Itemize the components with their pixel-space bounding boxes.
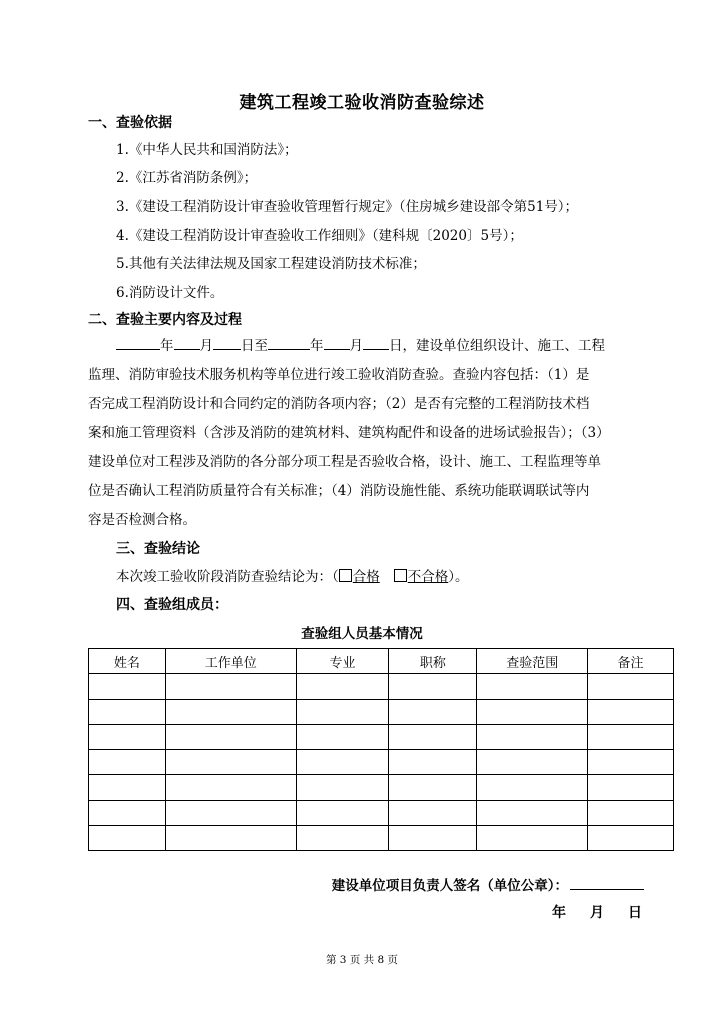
conclusion-line: 本次竣工验收阶段消防查验结论为：（ 合格 不合格）。 xyxy=(116,569,469,585)
table-row xyxy=(89,750,674,775)
col-header-title: 职称 xyxy=(389,649,477,674)
table-cell[interactable] xyxy=(165,674,296,699)
blank-year-end[interactable] xyxy=(268,336,310,350)
table-cell[interactable] xyxy=(89,750,166,775)
table-cell[interactable] xyxy=(165,826,296,851)
content-line-1: 年 月 日至 年 月 日，建设单位组织设计、施工、工程 xyxy=(88,332,644,361)
signature-field[interactable] xyxy=(570,877,644,890)
date-year: 年 xyxy=(552,905,566,921)
content-line-4: 案和施工管理资料（含涉及消防的建筑材料、建筑构配件和设备的进场试验报告）；（3） xyxy=(88,425,610,441)
table-title: 查验组人员基本情况 xyxy=(301,626,423,642)
basis-item-4: 4.《建设工程消防设计审查验收工作细则》（建科规〔2020〕5号）； xyxy=(116,228,523,244)
table-row xyxy=(89,674,674,699)
blank-month-end[interactable] xyxy=(324,336,350,350)
table-cell[interactable] xyxy=(588,775,674,800)
table-cell[interactable] xyxy=(389,674,477,699)
section-heading-basis: 一、查验依据 xyxy=(88,115,172,131)
col-header-remark: 备注 xyxy=(588,649,674,674)
table-cell[interactable] xyxy=(389,750,477,775)
table-cell[interactable] xyxy=(165,800,296,825)
table-body xyxy=(89,674,674,851)
table-cell[interactable] xyxy=(588,750,674,775)
content-line-7: 容是否检测合格。 xyxy=(88,512,196,528)
table-cell[interactable] xyxy=(89,699,166,724)
table-cell[interactable] xyxy=(89,674,166,699)
col-header-scope: 查验范围 xyxy=(477,649,588,674)
table-cell[interactable] xyxy=(89,826,166,851)
signature-label: 建设单位项目负责人签名（单位公章）： xyxy=(331,878,568,894)
table-cell[interactable] xyxy=(165,750,296,775)
table-cell[interactable] xyxy=(296,724,389,749)
date-month: 月 xyxy=(590,905,604,921)
table-cell[interactable] xyxy=(389,826,477,851)
table-cell[interactable] xyxy=(165,775,296,800)
content-paragraph xyxy=(88,332,644,535)
table-row xyxy=(89,826,674,851)
table-cell[interactable] xyxy=(588,800,674,825)
table-cell[interactable] xyxy=(588,826,674,851)
table-cell[interactable] xyxy=(296,826,389,851)
col-header-unit: 工作单位 xyxy=(165,649,296,674)
table-cell[interactable] xyxy=(588,699,674,724)
table-cell[interactable] xyxy=(389,800,477,825)
basis-item-2: 2.《江苏省消防条例》； xyxy=(116,170,258,186)
content-line-3: 否完成工程消防设计和合同约定的消防各项内容；（2）是否有完整的工程消防技术档 xyxy=(88,396,590,412)
section-heading-content: 二、查验主要内容及过程 xyxy=(88,312,242,328)
table-row xyxy=(89,699,674,724)
table-cell[interactable] xyxy=(296,699,389,724)
table-cell[interactable] xyxy=(296,750,389,775)
blank-day-start[interactable] xyxy=(213,336,241,350)
blank-year-start[interactable] xyxy=(116,336,160,350)
table-cell[interactable] xyxy=(588,674,674,699)
table-cell[interactable] xyxy=(389,724,477,749)
blank-month-start[interactable] xyxy=(174,336,200,350)
basis-item-6: 6.消防设计文件。 xyxy=(116,285,224,301)
table-cell[interactable] xyxy=(477,826,588,851)
table-cell[interactable] xyxy=(296,775,389,800)
section-heading-members: 四、查验组成员： xyxy=(116,597,228,613)
page-title: 建筑工程竣工验收消防查验综述 xyxy=(239,93,485,113)
table-row xyxy=(89,800,674,825)
table-row xyxy=(89,724,674,749)
table-cell[interactable] xyxy=(588,724,674,749)
table-cell[interactable] xyxy=(389,699,477,724)
col-header-name: 姓名 xyxy=(89,649,166,674)
date-day: 日 xyxy=(628,905,642,921)
table-cell[interactable] xyxy=(477,699,588,724)
table-cell[interactable] xyxy=(477,724,588,749)
table-cell[interactable] xyxy=(477,775,588,800)
table-header-row xyxy=(89,649,674,674)
option-fail-label: 不合格 xyxy=(407,569,449,585)
blank-day-end[interactable] xyxy=(363,336,389,350)
table-row xyxy=(89,775,674,800)
checkbox-fail[interactable] xyxy=(394,569,407,582)
content-line-2: 监理、消防审验技术服务机构等单位进行竣工验收消防查验。查验内容包括：（1）是 xyxy=(88,367,590,383)
signature-date xyxy=(552,902,642,922)
table-cell[interactable] xyxy=(89,775,166,800)
members-table xyxy=(88,648,674,851)
table-cell[interactable] xyxy=(165,699,296,724)
table-cell[interactable] xyxy=(296,800,389,825)
section-heading-conclusion: 三、查验结论 xyxy=(116,541,200,557)
option-pass-label: 合格 xyxy=(352,569,380,585)
table-cell[interactable] xyxy=(89,724,166,749)
basis-item-3: 3.《建设工程消防设计审查验收管理暂行规定》（住房城乡建设部令第51号）； xyxy=(116,199,579,215)
table-cell[interactable] xyxy=(89,800,166,825)
col-header-specialty: 专业 xyxy=(296,649,389,674)
basis-item-1: 1.《中华人民共和国消防法》； xyxy=(116,142,298,158)
basis-item-5: 5.其他有关法律法规及国家工程建设消防技术标准； xyxy=(116,256,426,272)
table-cell[interactable] xyxy=(477,800,588,825)
table-cell[interactable] xyxy=(477,750,588,775)
content-line-5: 建设单位对工程涉及消防的各分部分项工程是否验收合格，设计、施工、工程监理等单 xyxy=(88,454,601,470)
page-footer: 第 3 页 共 8 页 xyxy=(325,954,399,966)
checkbox-pass[interactable] xyxy=(339,569,352,582)
table-cell[interactable] xyxy=(165,724,296,749)
table-cell[interactable] xyxy=(296,674,389,699)
table-cell[interactable] xyxy=(477,674,588,699)
table-cell[interactable] xyxy=(389,775,477,800)
signature-line xyxy=(332,874,644,894)
content-line-6: 位是否确认工程消防质量符合有关标准；（4）消防设施性能、系统功能联调联试等内 xyxy=(88,483,590,499)
